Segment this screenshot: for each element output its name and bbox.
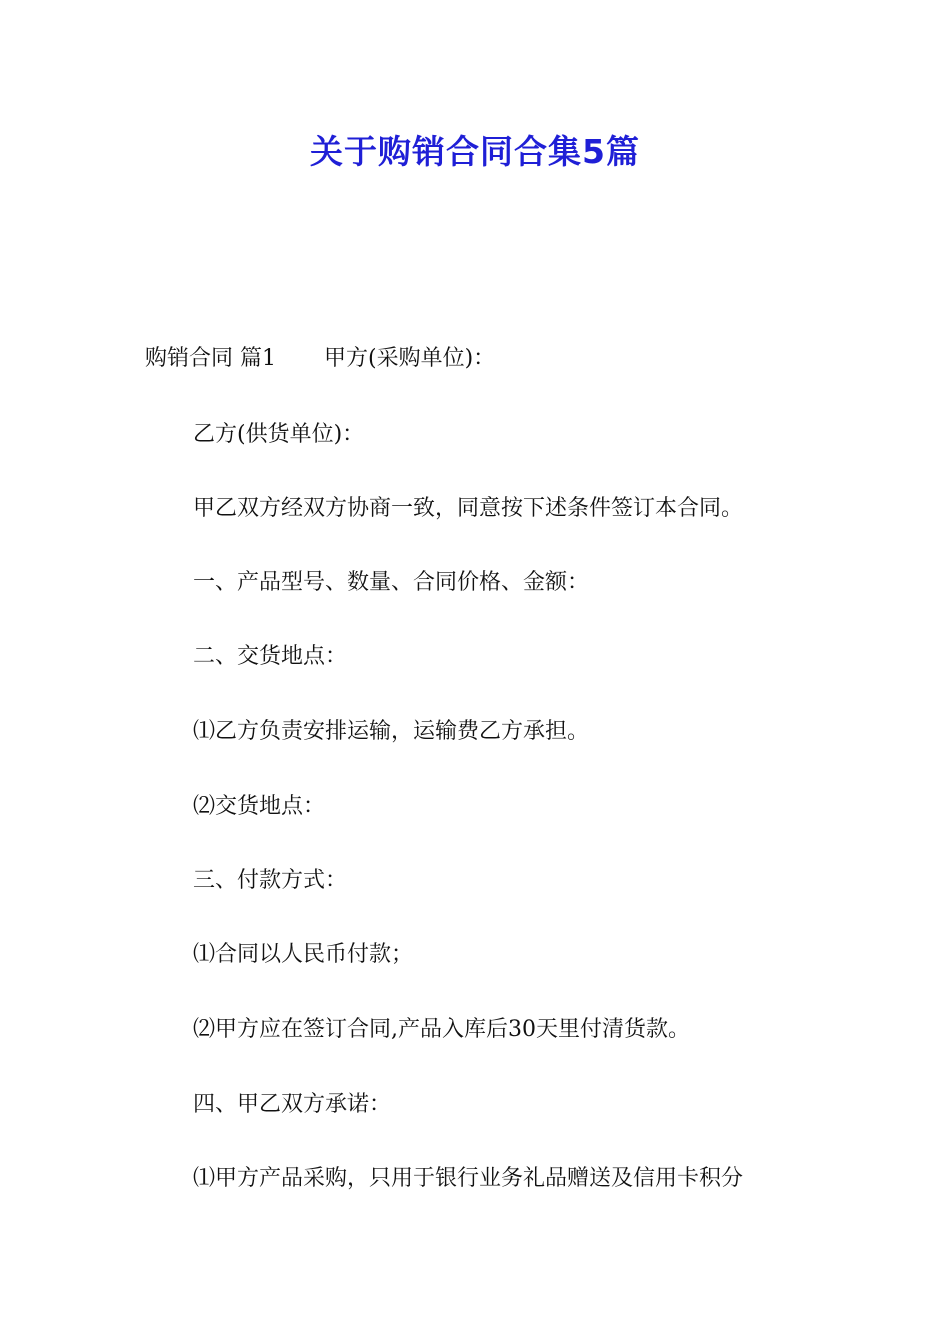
paragraph-line: ⑴甲方产品采购，只用于银行业务礼品赠送及信用卡积分 xyxy=(193,1166,744,1191)
paragraph-line: 乙方(供货单位)： xyxy=(193,422,365,447)
paragraph-line: ⑵甲方应在签订合同,产品入库后30天里付清货款。 xyxy=(193,1017,690,1042)
paragraph-line: ⑴合同以人民币付款； xyxy=(193,942,414,967)
paragraph-line: 一、产品型号、数量、合同价格、金额： xyxy=(193,570,590,595)
section-heading-label: 购销合同 篇1 xyxy=(145,346,276,371)
section-heading-line xyxy=(145,344,495,374)
document-title: 关于购销合同合集5篇 xyxy=(310,132,640,171)
paragraph-line: 甲乙双方经双方协商一致，同意按下述条件签订本合同。 xyxy=(193,496,744,521)
paragraph-line: 三、付款方式： xyxy=(193,868,348,893)
paragraph-line: 四、甲乙双方承诺： xyxy=(193,1092,392,1117)
paragraph-line: ⑴乙方负责安排运输，运输费乙方承担。 xyxy=(193,719,590,744)
paragraph-line: 二、交货地点： xyxy=(193,644,348,669)
paragraph-line: ⑵交货地点： xyxy=(193,794,326,819)
party-a-label: 甲方(采购单位)： xyxy=(324,346,496,371)
